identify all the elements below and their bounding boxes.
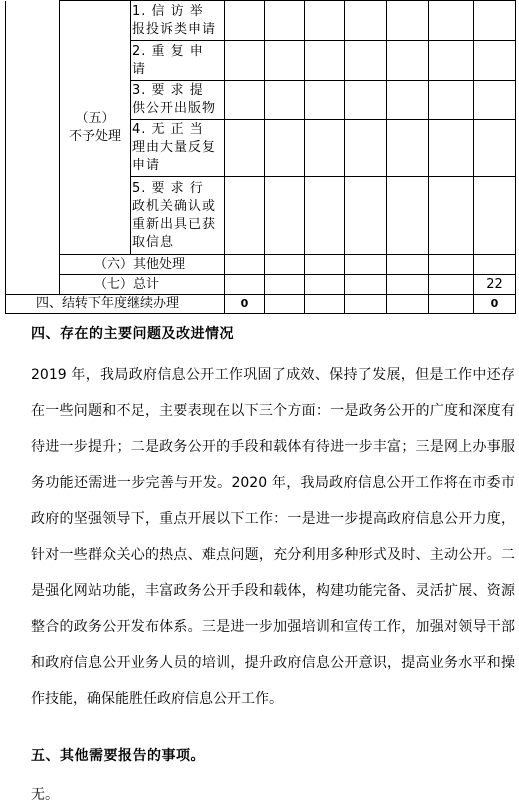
data-cell [305,177,345,255]
data-cell [265,177,305,255]
data-cell [474,81,516,120]
blank-cell [6,1,60,295]
sub-item-5 [131,177,225,255]
sub-item-4-line1: 4. 无 正 当 [132,122,204,137]
data-cell [305,295,345,314]
data-cell [345,275,387,295]
data-cell [387,255,429,275]
category-5-line2: 不予处理 [68,128,121,144]
data-cell [265,81,305,120]
data-cell [387,177,429,255]
data-cell [265,255,305,275]
table-row [6,295,516,314]
data-cell [387,295,429,314]
category-5-cell [60,1,131,255]
data-cell [345,81,387,120]
data-cell [345,255,387,275]
data-cell [305,255,345,275]
section5-body: 无。 [31,787,59,803]
section4-paragraph [31,357,515,717]
data-cell [305,1,345,41]
sub-item-4 [131,120,225,177]
sub-item-5-line1: 5. 要 求 行 [132,180,204,196]
row-carry-value-last: 0 [474,295,516,314]
category-5-line1: （五） [75,110,115,126]
data-cell [387,41,429,81]
data-cell [305,275,345,295]
data-cell [225,177,265,255]
sub-item-5-line2: 政机关确认或 [132,198,217,214]
section5-heading: 五、其他需要报告的事项。 [31,748,205,764]
data-cell [225,275,265,295]
data-cell [345,1,387,41]
data-cell [265,120,305,177]
data-cell [305,41,345,81]
data-cell [265,295,305,314]
data-cell [225,1,265,41]
row-carry-label: 四、结转下年度继续办理 [6,295,225,314]
data-cell [474,1,516,41]
statistics-table [5,0,516,314]
sub-item-4-line2: 理由大量反复 [132,140,217,155]
data-cell [429,275,474,295]
data-cell [387,275,429,295]
data-cell [429,81,474,120]
data-cell [345,41,387,81]
data-cell [474,41,516,81]
row-total-value: 22 [474,275,516,295]
sub-item-2 [131,41,225,81]
data-cell [225,255,265,275]
sub-item-1-line2: 报投诉类申请 [132,21,217,37]
section4-paragraph-text: 2019 年，我局政府信息公开工作巩固了成效、保持了发展，但是工作中还存在一些问题和不足，主要表现在以下三个方面：一是政务公开的广度和深度有待进一步提升；二是政务公开的手段和载体有待进一步丰富；三是网上办事服务功能还需进一步完善与开发。2020 年，我局政府信息公开工作将在市委市政府的坚强领导下，重点开展以下工作：一是进一步提高政府信息公开力度，针对一些群众关心的热点、难点问题，充分利用多种形式及时、主动公开。二是强化网站功能，丰富政务公开手段和载体，构建功能完备、灵活扩展、资源整合的政务公开发布体系。三是进一步加强培训和宣传工作，加强对领导干部和政府信息公开业务人员的培训，提升政府信息公开意识，提高业务水平和操作技能，确保能胜任政府信息公开工作。 [31,367,515,707]
table-row [6,1,516,41]
sub-item-2-line1: 2. 重 复 申 [132,43,204,59]
data-cell [265,1,305,41]
data-cell [387,1,429,41]
data-cell [474,120,516,177]
data-cell [345,120,387,177]
data-cell [265,275,305,295]
table-row [6,255,516,275]
sub-item-4-line3: 申请 [132,158,161,173]
data-cell [429,1,474,41]
data-cell [429,120,474,177]
section4-heading: 四、存在的主要问题及改进情况 [31,326,234,342]
data-cell [429,177,474,255]
sub-item-1 [131,1,225,41]
data-cell [429,295,474,314]
data-cell [474,255,516,275]
table-row [6,275,516,295]
sub-item-3-line2: 供公开出版物 [132,101,217,116]
data-cell [265,41,305,81]
data-cell [225,120,265,177]
row-other-label: （六）其他处理 [60,255,225,275]
data-cell [225,41,265,81]
data-cell [305,120,345,177]
data-cell [387,81,429,120]
data-cell [225,81,265,120]
data-cell [387,120,429,177]
row-total-label: （七）总计 [60,275,225,295]
data-cell [429,255,474,275]
sub-item-5-line4: 取信息 [132,234,175,250]
sub-item-5-line3: 重新出具已获 [132,216,217,232]
sub-item-2-line2: 请 [132,61,147,77]
data-cell [345,295,387,314]
row-carry-value-first: 0 [225,295,265,314]
data-cell [305,81,345,120]
sub-item-3 [131,81,225,120]
data-cell [345,177,387,255]
data-cell [474,177,516,255]
data-cell [429,41,474,81]
sub-item-1-line1: 1. 信 访 举 [132,3,204,19]
sub-item-3-line1: 3. 要 求 提 [132,83,204,98]
